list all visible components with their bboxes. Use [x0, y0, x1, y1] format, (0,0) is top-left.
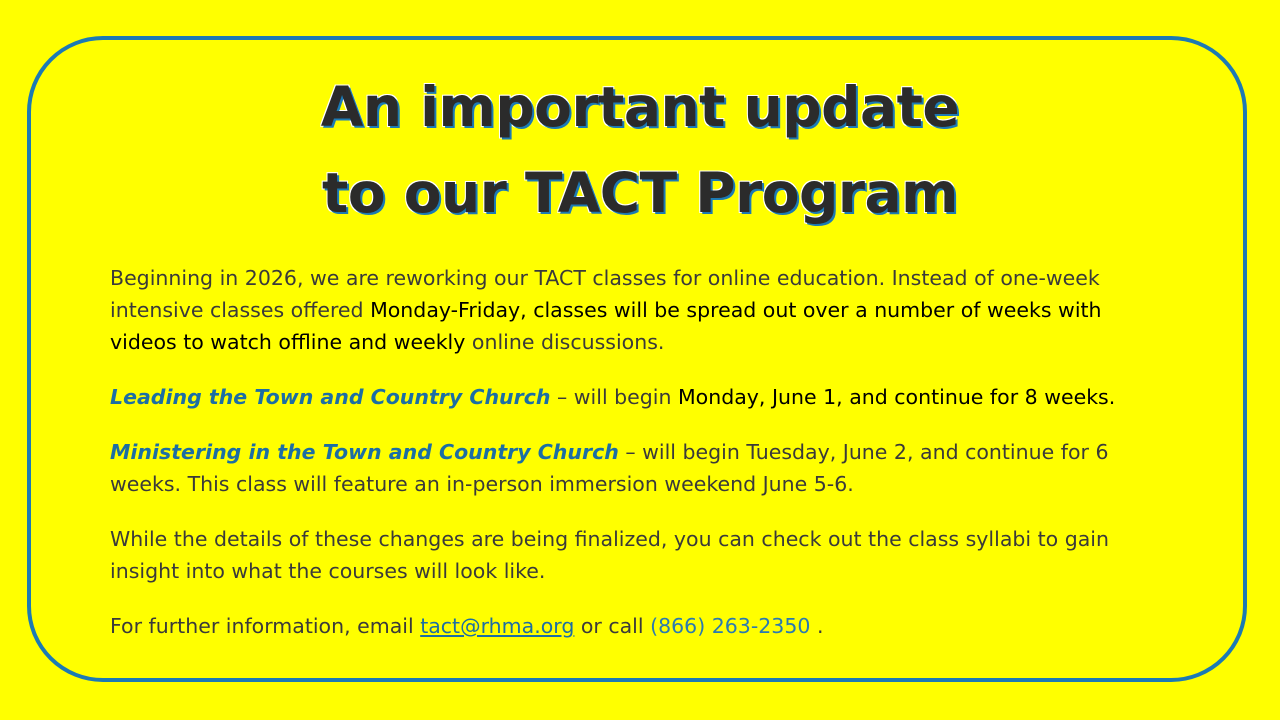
contact-paragraph [110, 610, 1170, 642]
announcement-body [110, 262, 1170, 665]
contact-lead: For further information, email [110, 614, 421, 638]
title-line-2: to our TACT Program [322, 161, 958, 225]
email-link[interactable]: tact@rhma.org [420, 614, 575, 638]
course-1-paragraph [110, 381, 1170, 413]
title-line-1: An important update [320, 75, 960, 139]
course-2-paragraph [110, 436, 1170, 500]
phone-number: (866) 263-2350 [650, 614, 811, 638]
contact-mid: or call [574, 614, 651, 638]
page-title [0, 64, 1280, 236]
intro-text-2: Monday-Friday, classes will be spread out over a number of weeks with videos to watch offline and weekly [110, 298, 1102, 354]
course-2-details: – will begin Tuesday, June 2, and continue for 6 weeks. This class will feature an in-person immersion weekend June 5-6. [110, 440, 1109, 496]
course-2-name: Ministering in the Town and Country Church [110, 440, 619, 464]
course-1-dash: – will begin [550, 385, 678, 409]
course-1-schedule: Monday, June 1, and continue for 8 weeks. [678, 385, 1116, 409]
intro-text-1: Beginning in 2026, we are reworking our TACT classes for online education. Instead of one-week intensive classes offered [110, 266, 1100, 322]
intro-text-3: online discussions. [471, 330, 665, 354]
course-1-name: Leading the Town and Country Church [110, 385, 551, 409]
contact-end: . [810, 614, 824, 638]
details-paragraph: While the details of these changes are being finalized, you can check out the class syllabi to gain insight into what the courses will look like. [110, 527, 1109, 583]
intro-paragraph [110, 262, 1170, 358]
